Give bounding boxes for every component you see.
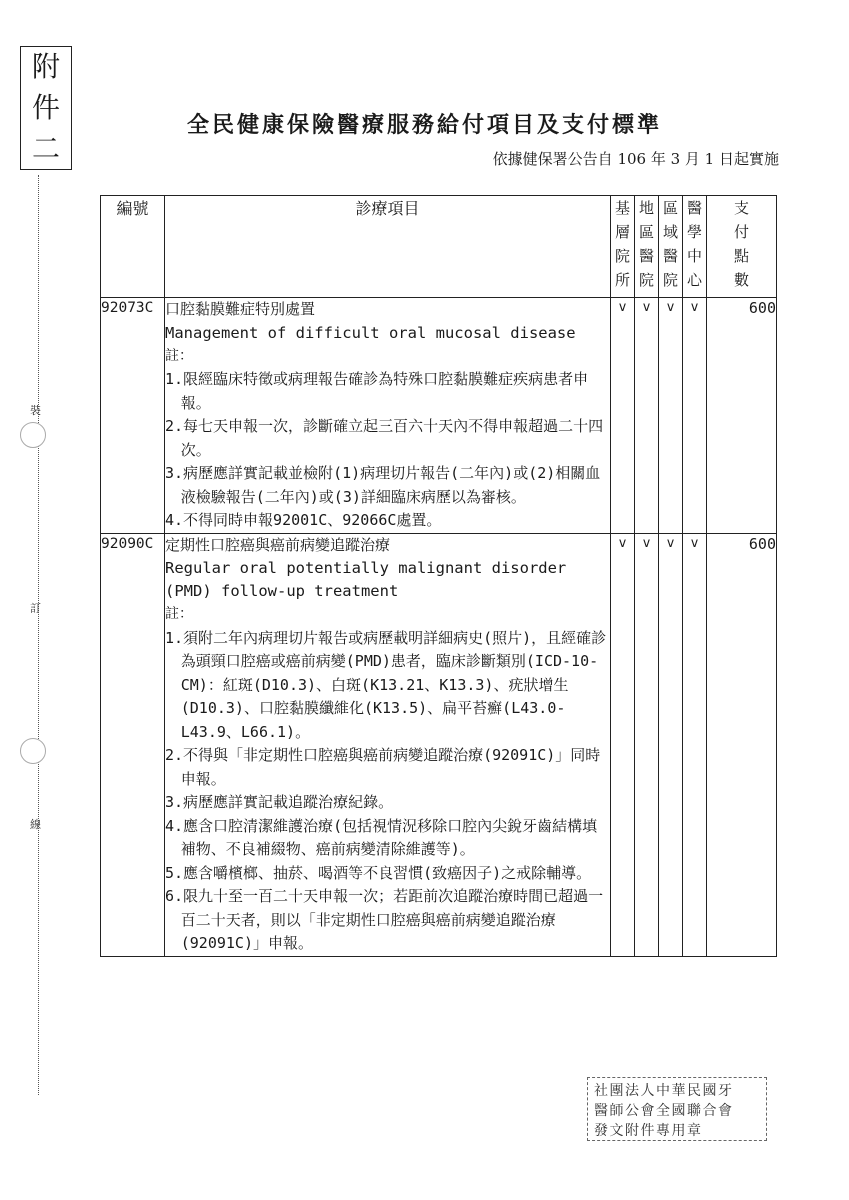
mark-medical-center: v [683, 533, 707, 956]
note-item: 4.應含口腔清潔維護治療(包括視情況移除口腔內尖銳牙齒結構填補物、不良補綴物、癌前病變清除維護等)。 [165, 816, 598, 858]
note-item: 4.不得同時申報92001C、92066C處置。 [165, 511, 442, 529]
header-district-hospital [659, 196, 683, 298]
table-row [101, 533, 777, 956]
attachment-mark-char: 件 [31, 90, 60, 124]
note-item: 2.每七天申報一次，診斷確立起三百六十天內不得申報超過二十四次。 [165, 417, 604, 459]
item-title: 口腔黏膜難症特別處置 [165, 300, 316, 318]
header-items: 診療項目 [165, 196, 611, 298]
note-item: 3.病歷應詳實記載追蹤治療紀錄。 [165, 793, 394, 811]
header-points-label: 支付點數 [733, 199, 749, 289]
note-item: 1.須附二年內病理切片報告或病歷載明詳細病史(照片)，且經確診為頭頸口腔癌或癌前病變(PMD)患者，臨床診斷類別(ICD-10-CM)：紅斑(D10.3)、白斑(K13.21、K13.3)、疣狀增生(D10.3)、口腔黏膜纖維化(K13.5)、扁平苔癬(L43.0-L43.9、L66.1)。 [165, 628, 607, 741]
stamp-line: 醫師公會全國聯合會 [594, 1103, 734, 1119]
row-points: 600 [707, 533, 777, 956]
binding-hole [20, 738, 46, 764]
header-medical-center-label: 醫學中心 [686, 199, 702, 289]
note-item: 5.應含嚼檳榔、抽菸、喝酒等不良習慣(致癌因子)之戒除輔導。 [165, 863, 592, 882]
stamp-line: 社團法人中華民國牙 [594, 1083, 734, 1099]
header-regional-hospital [635, 196, 659, 298]
binding-mark: 裝 [30, 404, 41, 417]
stamp-line: 發文附件專用章 [594, 1123, 703, 1139]
header-regional-hospital-label: 地區醫院 [638, 199, 654, 289]
header-code: 編號 [101, 196, 165, 298]
binding-mark: 線 [30, 818, 41, 831]
note-item: 3.病歷應詳實記載並檢附(1)病理切片報告(二年內)或(2)相關血液檢驗報告(二年內)或(3)詳細臨床病歷以為審核。 [165, 464, 601, 506]
note-label: 註： [165, 606, 193, 622]
item-title-en: Management of difficult oral mucosal disease [165, 323, 576, 342]
header-points [707, 196, 777, 298]
mark-district-hospital: v [659, 298, 683, 534]
note-item: 1.限經臨床特徵或病理報告確診為特殊口腔黏膜難症疾病患者申報。 [165, 370, 589, 412]
note-item: 6.限九十至一百二十天申報一次；若距前次追蹤治療時間已超過一百二十天者，則以「非定期性口腔癌與癌前病變追蹤治療(92091C)」申報。 [165, 887, 604, 952]
note-label: 註： [165, 347, 193, 364]
mark-medical-center: v [683, 298, 707, 534]
attachment-mark-char: 附 [31, 50, 60, 84]
binding-hole [20, 422, 46, 448]
item-title-en: Regular oral potentially malignant disorder (PMD) follow-up treatment [165, 559, 567, 600]
mark-regional-hospital: v [635, 298, 659, 534]
attachment-mark-char: 二 [31, 131, 60, 165]
mark-regional-hospital: v [635, 533, 659, 956]
row-points: 600 [707, 298, 777, 534]
note-item: 2.不得與「非定期性口腔癌與癌前病變追蹤治療(92091C)」同時申報。 [165, 746, 601, 788]
page-title: 全民健康保險醫療服務給付項目及支付標準 [186, 113, 662, 138]
page-subtitle: 依據健保署公告自 106 年 3 月 1 日起實施 [492, 150, 779, 168]
table-row [101, 298, 777, 534]
binding-mark: 訂 [30, 602, 41, 615]
binding-line [38, 175, 39, 1095]
header-district-hospital-label: 區域醫院 [662, 199, 678, 289]
row-items [165, 298, 611, 534]
row-code: 92090C [101, 533, 165, 956]
mark-district-hospital: v [659, 533, 683, 956]
table-header-row [101, 196, 777, 298]
official-stamp [587, 1077, 767, 1141]
header-basic-clinic-label: 基層院所 [614, 199, 630, 289]
header-basic-clinic [611, 196, 635, 298]
header-medical-center [683, 196, 707, 298]
mark-basic-clinic: v [611, 298, 635, 534]
row-items [165, 533, 611, 956]
fee-schedule-table [100, 195, 777, 957]
row-code: 92073C [101, 298, 165, 534]
item-title: 定期性口腔癌與癌前病變追蹤治療 [165, 535, 391, 554]
mark-basic-clinic: v [611, 533, 635, 956]
